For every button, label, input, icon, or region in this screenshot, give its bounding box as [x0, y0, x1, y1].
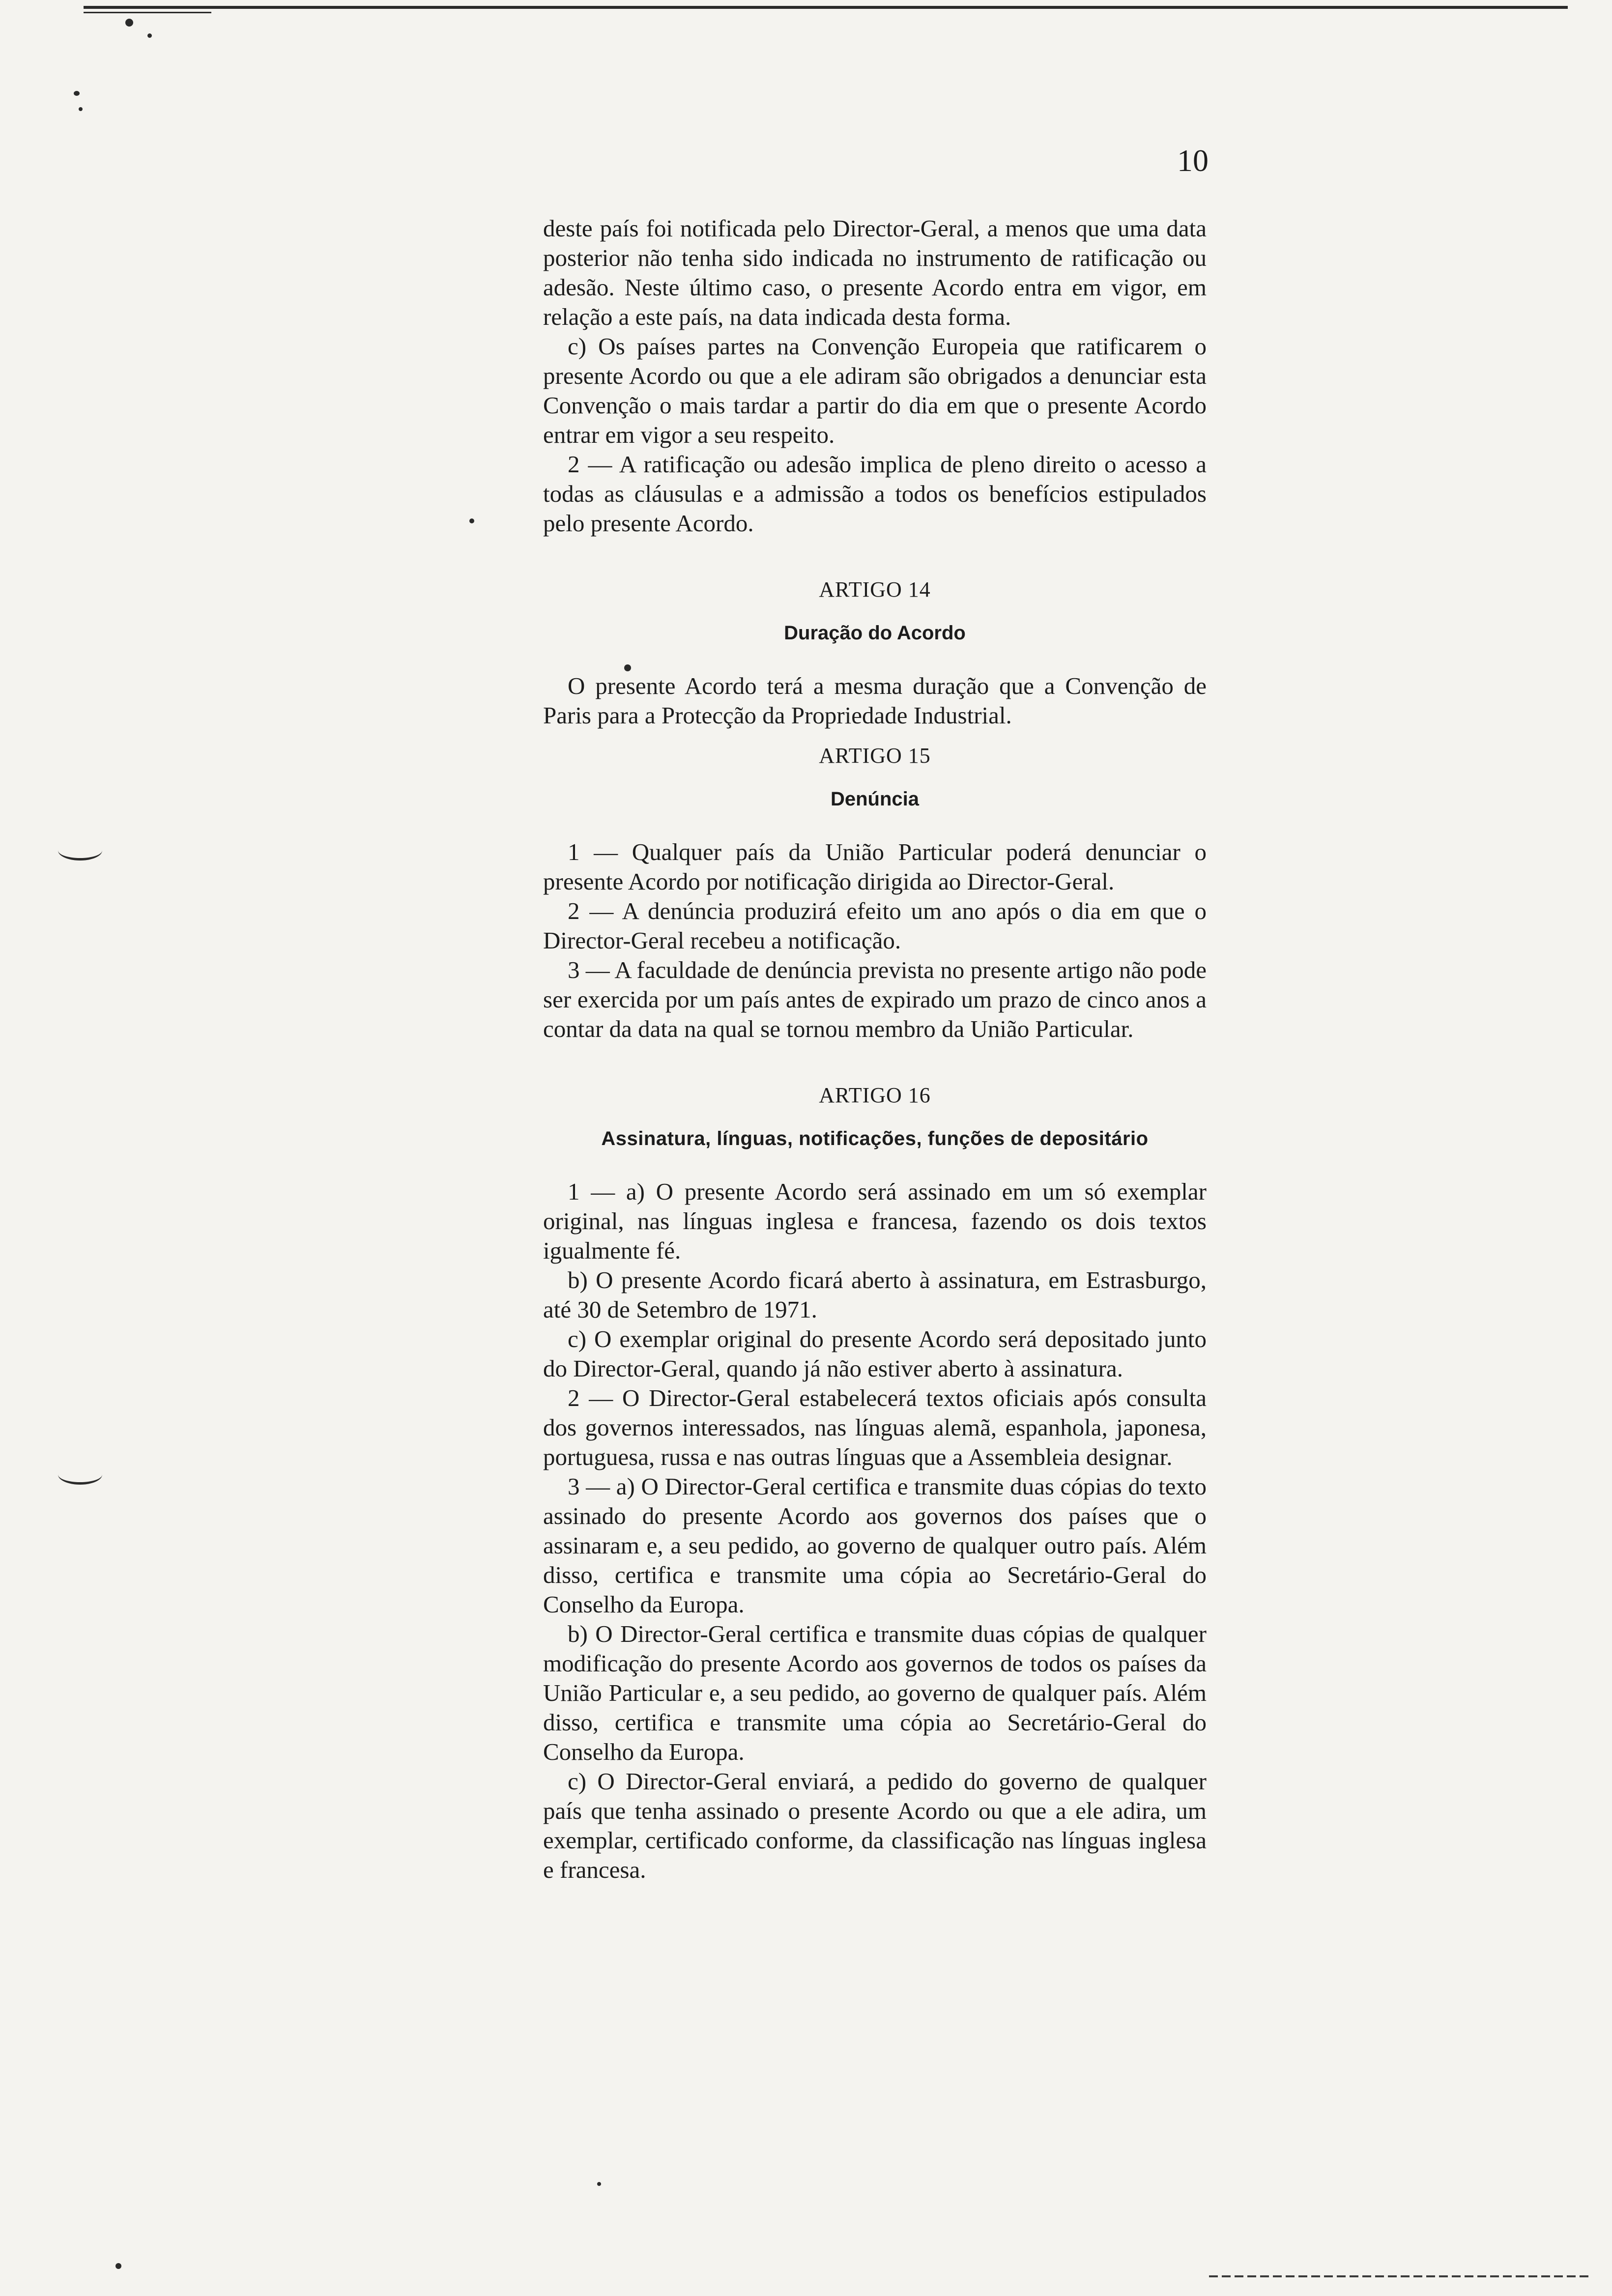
- bottom-edge-rule: [1209, 2275, 1592, 2277]
- article-16-paragraph: c) O exemplar original do presente Acordo será depositado junto do Director-Geral, quando já não estiver aberto à assinatura.: [543, 1325, 1207, 1382]
- article-16-paragraph: 3 — a) O Director-Geral certifica e transmite duas cópias do texto assinado do presente Acordo aos governos dos países que o assinaram e, a seu pedido, ao governo de qualquer outro país. Além disso, certifica e transmite uma cópia ao Secretário-Geral do Conselho da Europa.: [543, 1473, 1207, 1618]
- scan-speck: [147, 33, 152, 38]
- intro-paragraph: deste país foi notificada pelo Director-Geral, a menos que uma data posterior não tenha sido indicada no instrumento de ratificação ou adesão. Neste último caso, o presente Acordo entra em vigor, em relação a este país, na data indicada desta forma.: [543, 215, 1207, 330]
- article-14-paragraph: O presente Acordo terá a mesma duração que a Convenção de Paris para a Protecção da Propriedade Industrial.: [543, 672, 1207, 729]
- top-edge-rule: [84, 6, 1568, 9]
- article-15-paragraph: 1 — Qualquer país da União Particular poderá denunciar o presente Acordo por notificação dirigida ao Director-Geral.: [543, 838, 1207, 895]
- intro-paragraph: c) Os países partes na Convenção Europeia que ratificarem o presente Acordo ou que a ele adiram são obrigados a denunciar esta Convenção o mais tardar a partir do dia em que o presente Acordo entrar em vigor a seu respeito.: [543, 333, 1207, 448]
- article-16-paragraph: c) O Director-Geral enviará, a pedido do governo de qualquer país que tenha assinado o presente Acordo ou que a ele adira, um exemplar, certificado conforme, da classificação nas línguas inglesa e francesa.: [543, 1768, 1207, 1883]
- article-16-paragraph: b) O presente Acordo ficará aberto à assinatura, em Estrasburgo, até 30 de Setembro de 1971.: [543, 1266, 1207, 1323]
- article-16-heading: ARTIGO 16: [819, 1083, 931, 1107]
- article-14-heading: ARTIGO 14: [819, 577, 931, 602]
- article-15-paragraph: 3 — A faculdade de denúncia prevista no presente artigo não pode ser exercida por um país antes de expirado um prazo de cinco anos a contar da data na qual se tornou membro da União Particular.: [543, 956, 1207, 1042]
- article-16-paragraph: b) O Director-Geral certifica e transmite duas cópias de qualquer modificação do presente Acordo aos governos de todos os países da União Particular e, a seu pedido, ao governo de qualquer país. Além disso, certifica e transmite uma cópia ao Secretário-Geral do Conselho da Europa.: [543, 1620, 1207, 1765]
- page-number: 10: [1177, 143, 1209, 178]
- article-14-title: Duração do Acordo: [784, 622, 966, 644]
- article-15-paragraph: 2 — A denúncia produzirá efeito um ano após o dia em que o Director-Geral recebeu a notificação.: [543, 897, 1207, 954]
- intro-paragraph: 2 — A ratificação ou adesão implica de pleno direito o acesso a todas as cláusulas e a admissão a todos os benefícios estipulados pelo presente Acordo.: [543, 451, 1207, 537]
- text-column: [543, 214, 1207, 1885]
- scan-speck: [125, 19, 133, 27]
- scan-speck: [469, 518, 474, 523]
- scan-speck: [597, 2182, 601, 2186]
- binding-mark: [58, 840, 102, 861]
- scan-speck: [74, 91, 80, 96]
- article-16-paragraph: 1 — a) O presente Acordo será assinado em um só exemplar original, nas línguas inglesa e francesa, fazendo os dois textos igualmente fé.: [543, 1178, 1207, 1264]
- article-16-paragraph: 2 — O Director-Geral estabelecerá textos oficiais após consulta dos governos interessados, nas línguas alemã, espanhola, japonesa, portuguesa, russa e nas outras línguas que a Assembleia designar.: [543, 1384, 1207, 1470]
- article-16-title: Assinatura, línguas, notificações, funções de depositário: [601, 1128, 1149, 1149]
- scan-speck: [115, 2263, 121, 2269]
- binding-mark: [58, 1464, 102, 1485]
- article-15-heading: ARTIGO 15: [819, 744, 931, 768]
- article-15-title: Denúncia: [830, 788, 920, 810]
- top-edge-rule-thin: [84, 12, 211, 13]
- scan-speck: [79, 107, 83, 111]
